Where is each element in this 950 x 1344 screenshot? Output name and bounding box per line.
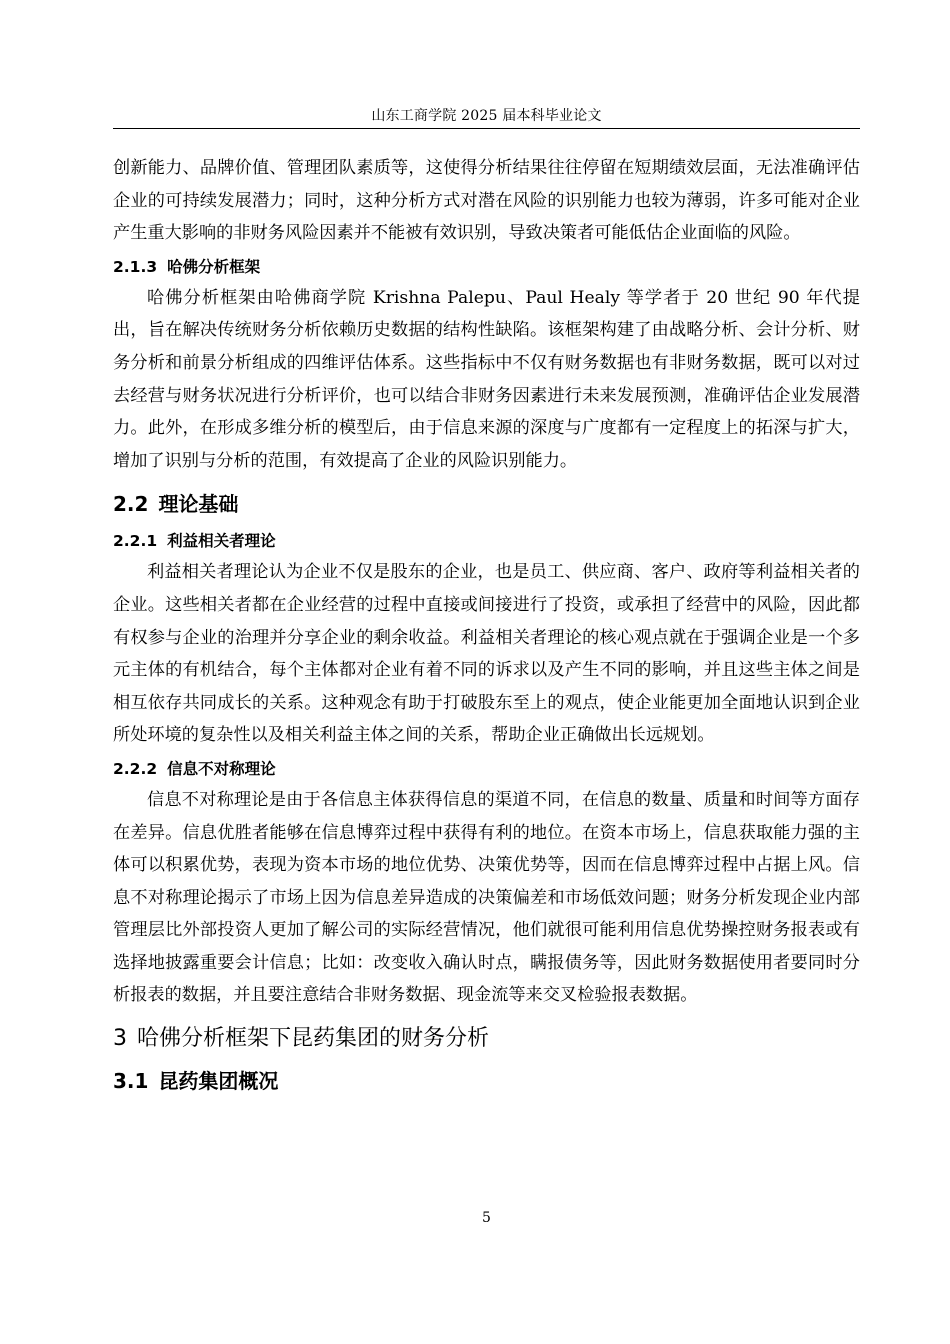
page-body <box>113 152 860 1105</box>
heading-number: 3 <box>113 1026 127 1052</box>
heading-2-2-1 <box>113 528 860 554</box>
heading-title: 信息不对称理论 <box>167 759 276 778</box>
paragraph-information-asymmetry: 信息不对称理论是由于各信息主体获得信息的渠道不同，在信息的数量、质量和时间等方面存在差异。信息优胜者能够在信息博弈过程中获得有利的地位。在资本市场上，信息获取能力强的主体可以积累优势，表现为资本市场的地位优势、决策优势等，因而在信息博弈过程中占据上风。信息不对称理论揭示了市场上因为信息差异造成的决策偏差和市场低效问题；财务分析发现企业内部管理层比外部投资人更加了解公司的实际经营情况，他们就很可能利用信息优势操控财务报表或有选择地披露重要会计信息；比如：改变收入确认时点，瞒报债务等，因此财务数据使用者要同时分析报表的数据，并且要注意结合非财务数据、现金流等来交叉检验报表数据。 <box>113 789 860 1006</box>
heading-title: 利益相关者理论 <box>167 532 276 551</box>
heading-3-1 <box>113 1067 860 1095</box>
heading-number: 2.2.2 <box>113 759 158 778</box>
heading-number: 2.1.3 <box>113 257 158 276</box>
heading-number: 3.1 <box>113 1069 149 1094</box>
paragraph-intro: 创新能力、品牌价值、管理团队素质等，这使得分析结果往往停留在短期绩效层面，无法准确评估企业的可持续发展潜力；同时，这种分析方式对潜在风险的识别能力也较为薄弱，许多可能对企业产生重大影响的非财务风险因素并不能被有效识别，导致决策者可能低估企业面临的风险。 <box>113 158 860 244</box>
heading-2-2 <box>113 490 860 518</box>
page-number: 5 <box>482 1210 491 1226</box>
heading-number: 2.2.1 <box>113 532 158 551</box>
heading-title: 哈佛分析框架 <box>167 257 261 276</box>
heading-2-1-3 <box>113 254 860 280</box>
paragraph-stakeholder-theory: 利益相关者理论认为企业不仅是股东的企业，也是员工、供应商、客户、政府等利益相关者的企业。这些相关者都在企业经营的过程中直接或间接进行了投资，或承担了经营中的风险，因此都有权参与企业的治理并分享企业的剩余收益。利益相关者理论的核心观点就在于强调企业是一个多元主体的有机结合，每个主体都对企业有着不同的诉求以及产生不同的影响，并且这些主体之间是相互依存共同成长的关系。这种观念有助于打破股东至上的观点，使企业能更加全面地认识到企业所处环境的复杂性以及相关利益主体之间的关系，帮助企业正确做出长远规划。 <box>113 562 860 746</box>
heading-title: 昆药集团概况 <box>158 1069 279 1094</box>
header-rule <box>113 128 860 129</box>
heading-title: 哈佛分析框架下昆药集团的财务分析 <box>137 1026 490 1052</box>
heading-number: 2.2 <box>113 492 149 517</box>
heading-3 <box>113 1024 860 1054</box>
paragraph-harvard-framework: 哈佛分析框架由哈佛商学院 Krishna Palepu、Paul Healy 等学者于 20 世纪 90 年代提出，旨在解决传统财务分析依赖历史数据的结构性缺陷。该框架构建了由战略分析、会计分析、财务分析和前景分析组成的四维评估体系。这些指标中不仅有财务数据也有非财务数据，既可以对过去经营与财务状况进行分析评价，也可以结合非财务因素进行未来发展预测，准确评估企业发展潜力。此外，在形成多维分析的模型后，由于信息来源的深度与广度都有一定程度上的拓深与扩大，增加了识别与分析的范围，有效提高了企业的风险识别能力。 <box>113 287 860 471</box>
heading-2-2-2 <box>113 756 860 782</box>
heading-title: 理论基础 <box>158 492 239 517</box>
running-header: 山东工商学院 2025 届本科毕业论文 <box>371 108 602 124</box>
